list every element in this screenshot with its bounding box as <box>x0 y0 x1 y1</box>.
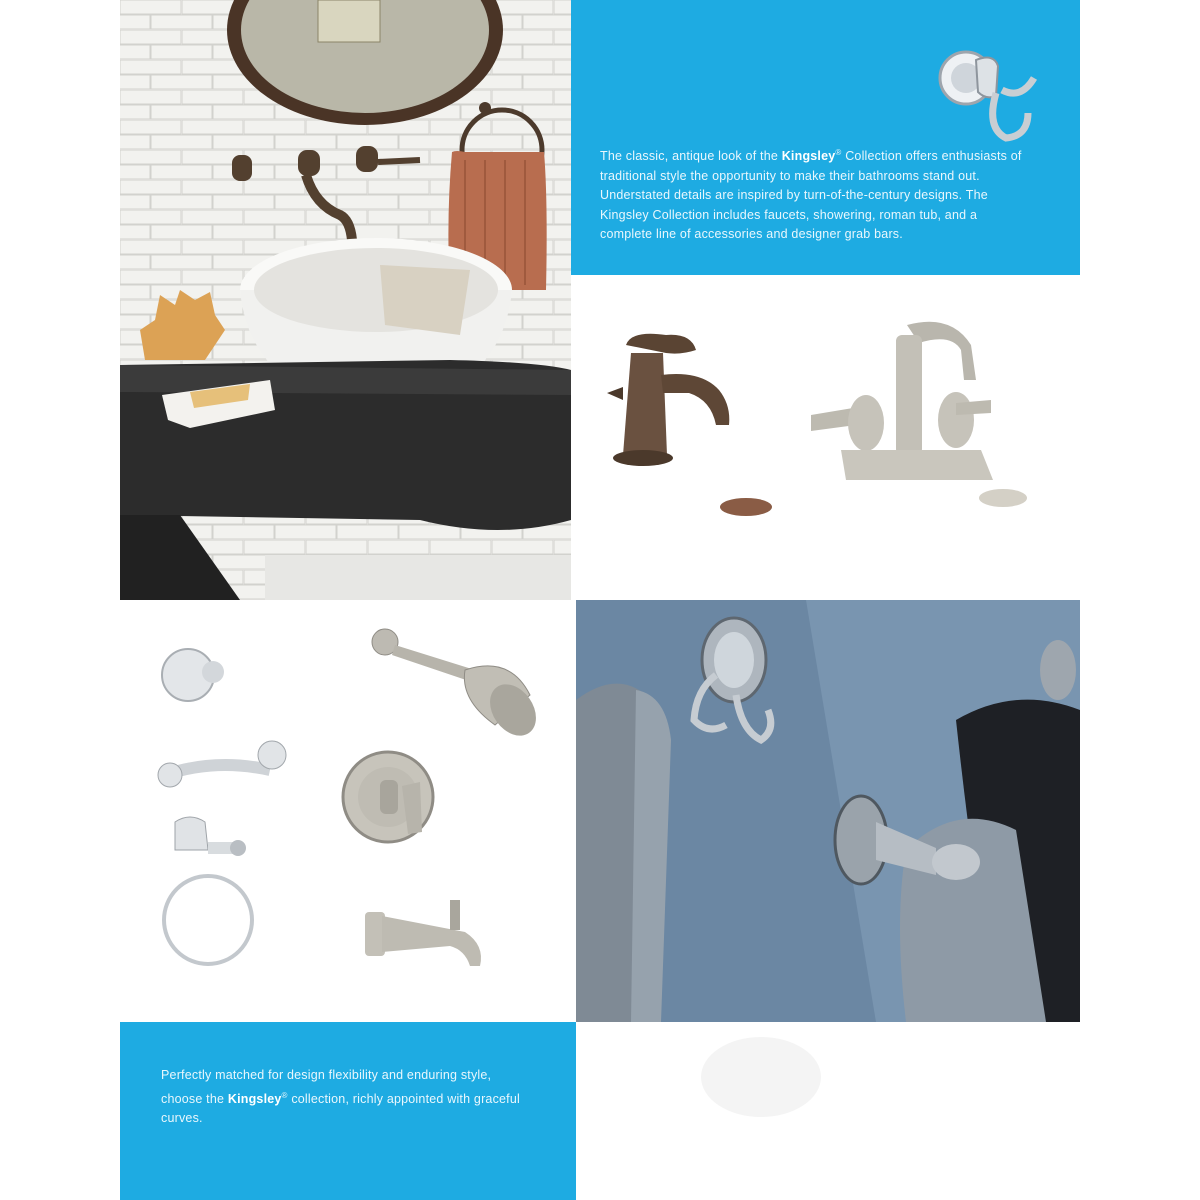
valve-trim <box>343 752 433 842</box>
kingsley-brand: Kingsley <box>781 149 836 164</box>
bathroom-vanity-illustration <box>120 0 571 600</box>
blank-panel <box>576 1022 1080 1200</box>
shower-head <box>372 629 545 744</box>
towel-ring-chrome <box>164 817 252 964</box>
kingsley-brand: Kingsley <box>227 1091 282 1106</box>
faint-shadow <box>576 1022 1080 1200</box>
accessories-panel <box>120 600 576 1022</box>
kingsley-outro-text: Perfectly matched for design flexibility and enduring style, choose the Kingsley® collection, richly appointed with graceful curves. <box>161 1068 520 1126</box>
kingsley-intro-panel <box>571 0 1080 275</box>
kingsley-outro-panel <box>120 1022 576 1200</box>
accessories-illustration <box>120 600 576 1022</box>
bathroom-vanity-photo <box>120 0 571 600</box>
kingsley-intro-text: The classic, antique look of the Kingsley® Collection offers enthusiasts of traditional style the opportunity to make their bathrooms stand out. Understated details are inspired by turn-of-the-century designs. The Kingsley Collection includes faucets, showering, roman tub, and a complete line of accessories and designer grab bars. <box>600 148 1022 242</box>
tub-spout <box>365 900 481 966</box>
faucets-illustration <box>571 275 1080 600</box>
drawer-knob <box>162 649 224 701</box>
towel-hooks-photo <box>576 600 1080 1022</box>
drawer-pull <box>158 741 286 787</box>
robe-hook-icon <box>916 18 1056 148</box>
faucets-product-panel <box>571 275 1080 600</box>
towel-hooks-illustration <box>576 600 1080 1022</box>
bronze-single-handle-faucet <box>607 334 772 516</box>
nickel-centerset-faucet <box>811 322 1027 507</box>
